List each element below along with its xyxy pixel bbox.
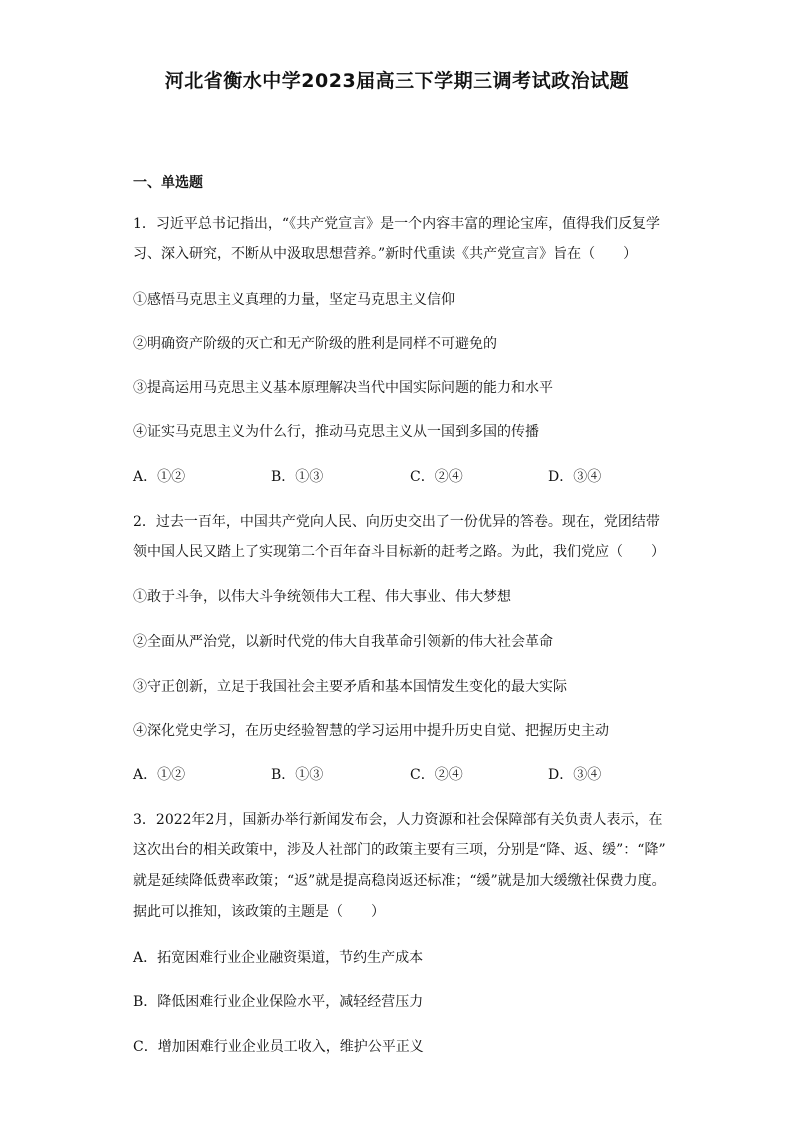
q3-stem-line-1: 3．2022年2月，国新办举行新闻发布会，人力资源和社会保障部有关负责人表示，在	[133, 812, 663, 828]
section-heading: 一、单选题	[133, 175, 203, 191]
q1-option-d[interactable]: D．③④	[548, 469, 602, 485]
q2-item-2: ②全面从严治党，以新时代党的伟大自我革命引领新的伟大社会革命	[133, 634, 553, 650]
q3-option-a[interactable]: A．拓宽困难行业企业融资渠道，节约生产成本	[133, 950, 424, 966]
q2-option-b[interactable]: B．①③	[271, 767, 324, 783]
q2-item-1: ①敢于斗争，以伟大斗争统领伟大工程、伟大事业、伟大梦想	[133, 589, 511, 605]
q1-item-1: ①感悟马克思主义真理的力量，坚定马克思主义信仰	[133, 292, 455, 308]
page-title: 河北省衡水中学2023届高三下学期三调考试政治试题	[164, 70, 630, 92]
q1-item-2: ②明确资产阶级的灭亡和无产阶级的胜利是同样不可避免的	[133, 336, 497, 352]
q1-stem-line-2: 习、深入研究，不断从中汲取思想营养。”新时代重读《共产党宣言》旨在（ ）	[133, 246, 638, 262]
q1-stem-line-1: 1．习近平总书记指出，“《共产党宣言》是一个内容丰富的理论宝库，值得我们反复学	[133, 216, 661, 232]
q2-options	[133, 765, 693, 785]
q3-stem-line-2: 这次出台的相关政策中，涉及人社部门的政策主要有三项，分别是“降、返、缓”：“降”	[133, 842, 666, 858]
q1-option-c[interactable]: C．②④	[410, 469, 463, 485]
q2-stem-line-1: 2．过去一百年，中国共产党向人民、向历史交出了一份优异的答卷。现在，党团结带	[133, 514, 660, 530]
q2-stem-line-2: 领中国人民又踏上了实现第二个百年奋斗目标新的赶考之路。为此，我们党应（ ）	[133, 544, 665, 560]
q2-item-4: ④深化党史学习，在历史经验智慧的学习运用中提升历史自觉、把握历史主动	[133, 723, 609, 739]
q1-options	[133, 467, 693, 487]
q3-stem-line-3: 就是延续降低费率政策；“返”就是提高稳岗返还标准；“缓”就是加大缓缴社保费力度。	[133, 873, 666, 889]
q3-stem-line-4: 据此可以推知，该政策的主题是（ ）	[133, 904, 385, 920]
q2-option-c[interactable]: C．②④	[410, 767, 463, 783]
q3-option-c[interactable]: C．增加困难行业企业员工收入，维护公平正义	[133, 1039, 424, 1055]
q2-item-3: ③守正创新，立足于我国社会主要矛盾和基本国情发生变化的最大实际	[133, 679, 567, 695]
q1-option-a[interactable]: A．①②	[133, 469, 186, 485]
q1-item-3: ③提高运用马克思主义基本原理解决当代中国实际问题的能力和水平	[133, 380, 553, 396]
q1-option-b[interactable]: B．①③	[271, 469, 324, 485]
q1-item-4: ④证实马克思主义为什么行，推动马克思主义从一国到多国的传播	[133, 424, 539, 440]
q2-option-d[interactable]: D．③④	[548, 767, 602, 783]
q2-option-a[interactable]: A．①②	[133, 767, 186, 783]
q3-option-b[interactable]: B．降低困难行业企业保险水平，减轻经营压力	[133, 994, 424, 1010]
